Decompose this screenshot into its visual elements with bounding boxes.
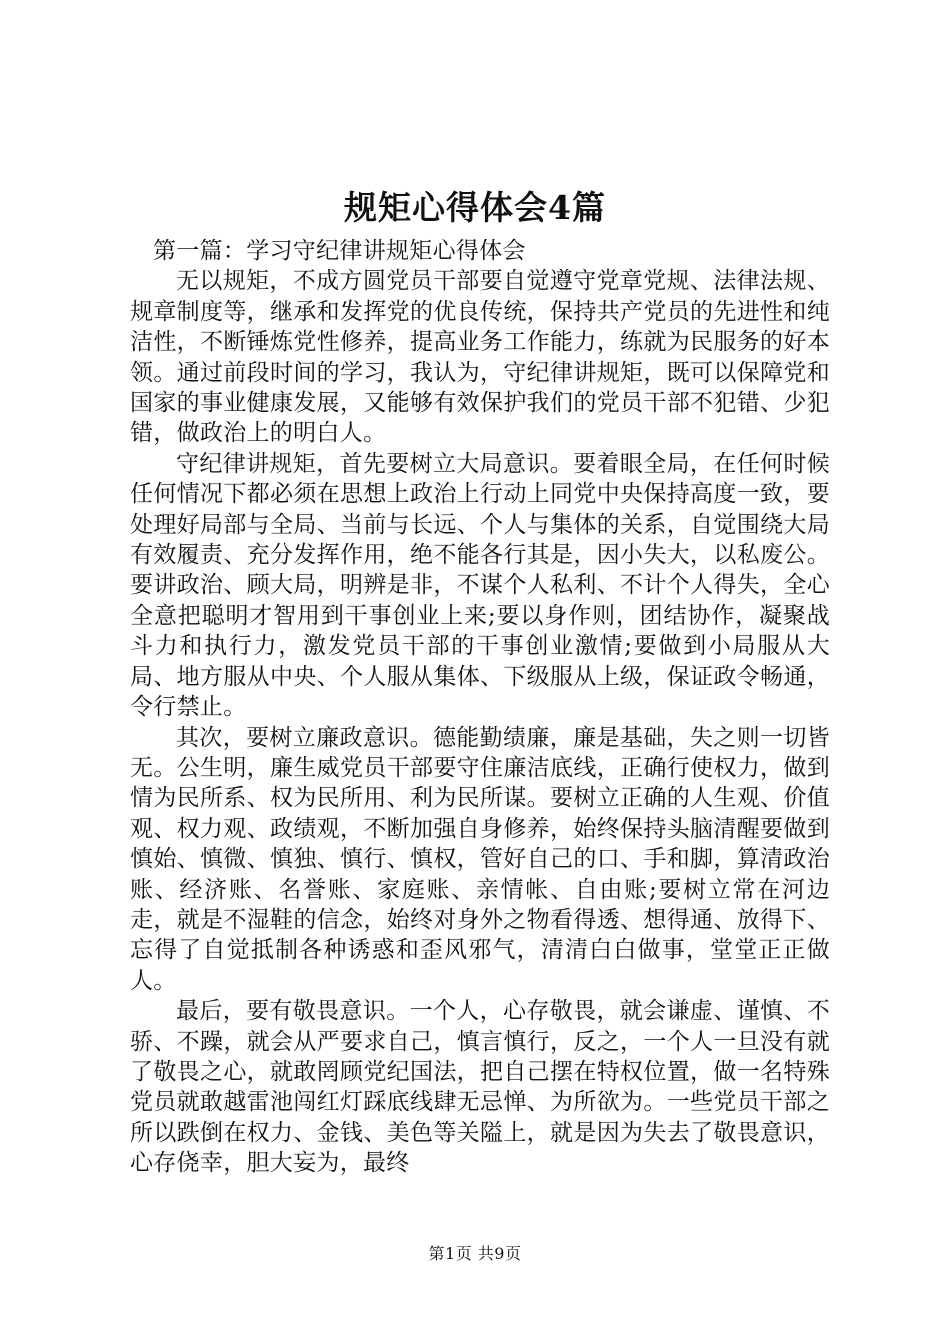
paragraph-overall-awareness: 守纪律讲规矩，首先要树立大局意识。要着眼全局，在任何时候任何情况下都必须在思想上政治上行动上同党中央保持高度一致，要处理好局部与全局、当前与长远、个人与集体的关系，自觉围绕大局有效履责、充分发挥作用，绝不能各行其是，因小失大，以私废公。要讲政治、顾大局，明辨是非，不谋个人私利、不计个人得失，全心全意把聪明才智用到干事创业上来;要以身作则，团结协作，凝聚战斗力和执行力，激发党员干部的干事创业激情;要做到小局服从大局、地方服从中央、个人服从集体、下级服从上级，保证政令畅通，令行禁止。: [130, 450, 830, 721]
section-heading: 第一篇：学习守纪律讲规矩心得体会: [153, 238, 526, 264]
paragraph-integrity-awareness: 其次，要树立廉政意识。德能勤绩廉，廉是基础，失之则一切皆无。公生明，廉生威党员干部要守住廉洁底线，正确行使权力，做到情为民所系、权为民所用、利为民所谋。要树立正确的人生观、价值观、权力观、政绩观，不断加强自身修养，始终保持头脑清醒要做到慎始、慎微、慎独、慎行、慎权，管好自己的口、手和脚，算清政治账、经济账、名誉账、家庭账、亲情帐、自由账;要树立常在河边走，就是不湿鞋的信念，始终对身外之物看得透、想得通、放得下、忘得了自觉抵制各种诱惑和歪风邪气，清清白白做事，堂堂正正做人。: [130, 724, 830, 994]
paragraph-intro: 无以规矩，不成方圆党员干部要自觉遵守党章党规、法律法规、规章制度等，继承和发挥党的优良传统，保持共产党员的先进性和纯洁性，不断锤炼党性修养，提高业务工作能力，练就为民服务的好本领。通过前段时间的学习，我认为，守纪律讲规矩，既可以保障党和国家的事业健康发展，又能够有效保护我们的党员干部不犯错、少犯错，做政治上的明白人。: [130, 268, 830, 447]
document-title: 规矩心得体会4篇: [344, 188, 606, 227]
document-body: [130, 236, 830, 1179]
paragraph-reverence-awareness: 最后，要有敬畏意识。一个人，心存敬畏，就会谦虚、谨慎、不骄、不躁，就会从严要求自己，慎言慎行，反之，一个人一旦没有就了敬畏之心，就敢罔顾党纪国法，把自己摆在特权位置，做一名特殊党员就敢越雷池闯红灯踩底线肆无忌惮、为所欲为。一些党员干部之所以跌倒在权力、金钱、美色等关隘上，就是因为失去了敬畏意识，心存侥幸，胆大妄为，最终: [130, 998, 830, 1177]
page-number: 第1页 共9页: [428, 1244, 522, 1263]
